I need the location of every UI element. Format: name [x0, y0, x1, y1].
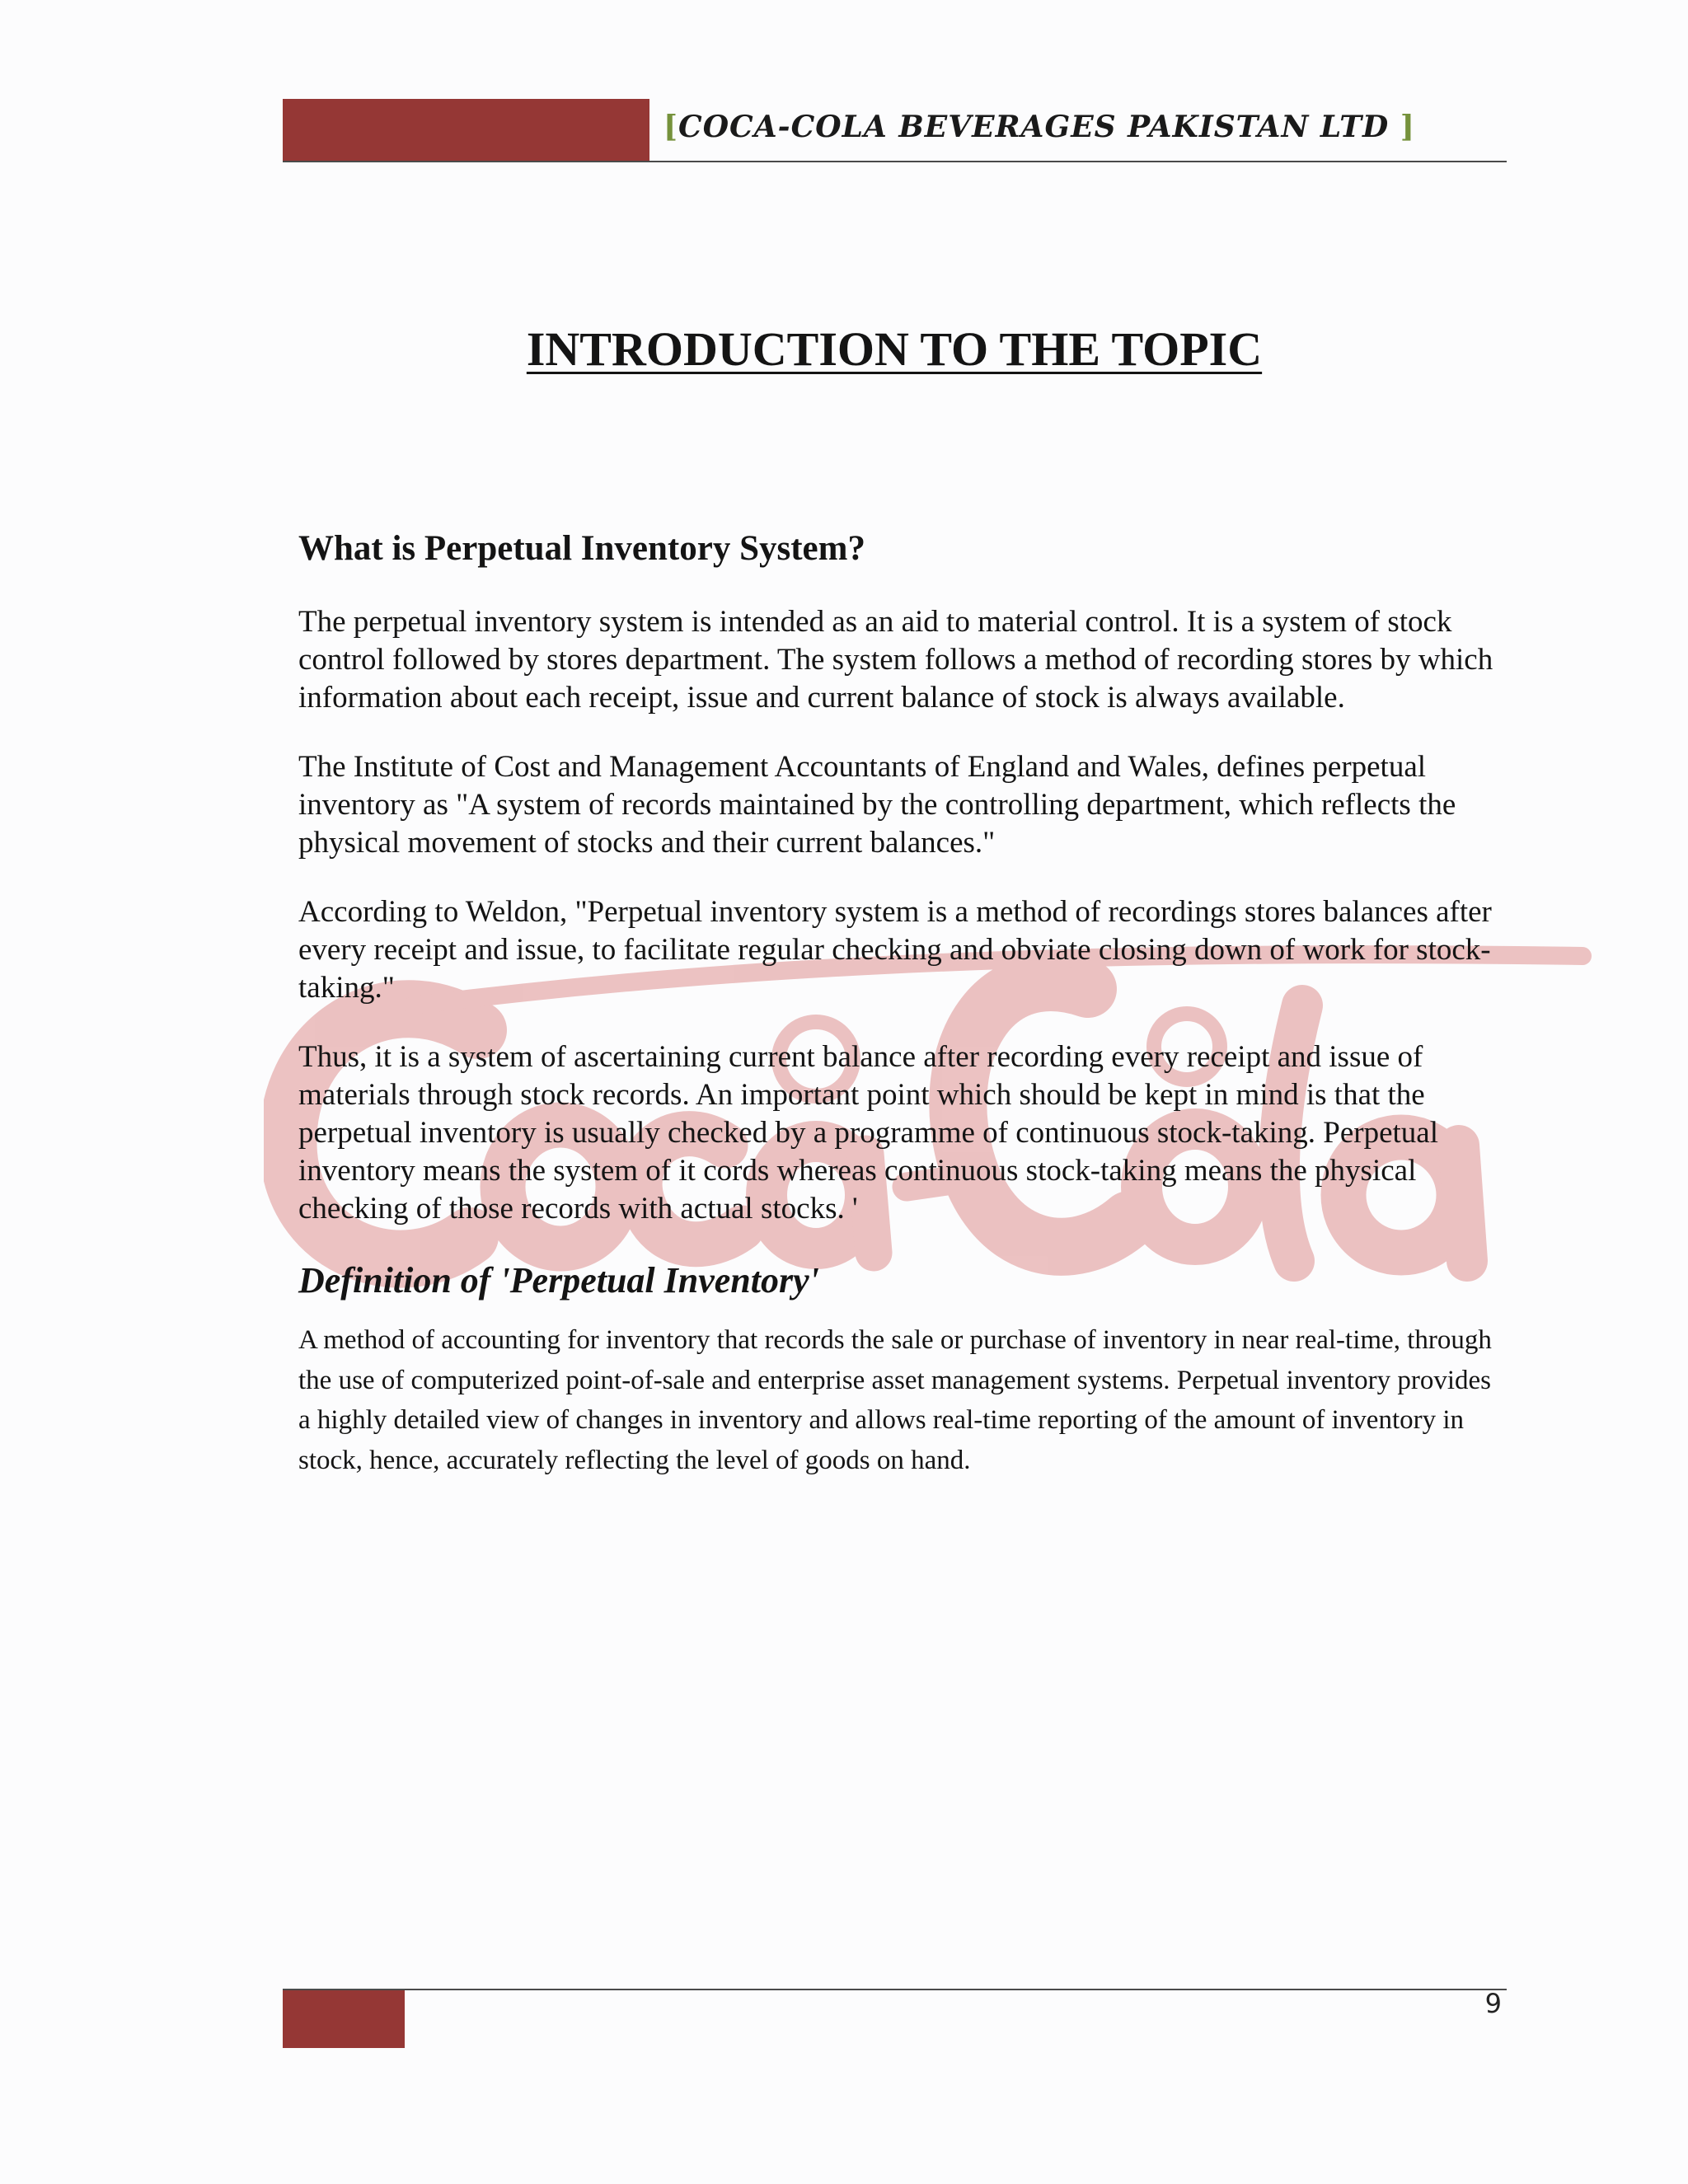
- document-body: [298, 527, 1502, 1480]
- page-number: 9: [1484, 1988, 1502, 2019]
- paragraph-icma-definition: The Institute of Cost and Management Accountants of England and Wales, defines perpetual inventory as "A system of records maintained by the controlling department, which reflects the physical movement of stocks and their current balances.": [298, 749, 1456, 860]
- header-bracket-close: ]: [1400, 110, 1415, 144]
- section-heading-perpetual-inventory-system: What is Perpetual Inventory System?: [298, 529, 865, 568]
- section-heading-definition: Definition of 'Perpetual Inventory': [298, 1259, 819, 1301]
- page-title: INTRODUCTION TO THE TOPIC: [526, 322, 1263, 376]
- header-bracket-open: [: [663, 110, 679, 144]
- paragraph-summary: Thus, it is a system of ascertaining current balance after recording every receipt and issue of materials through stock records. An important point which should be kept in mind is that the perpetual inventory is usually checked by a programme of continuous stock-taking. Perpetual inventory means the system of it cords whereas continuous stock-taking means the physical checking of those records with actual stocks. ': [298, 1039, 1439, 1226]
- footer-rule: [283, 1989, 1507, 1990]
- header-rule: [283, 161, 1507, 162]
- footer-accent-bar: [283, 1990, 405, 2048]
- header-accent-bar: [283, 99, 649, 162]
- paragraph-definition: A method of accounting for inventory that records the sale or purchase of inventory in near real-time, through the use of computerized point-of-sale and enterprise asset management systems. Perpetual inventory provides a highly detailed view of changes in inventory and allows real-time reporting of the amount of inventory in stock, hence, accurately reflecting the level of goods on hand.: [298, 1325, 1492, 1475]
- paragraph-intro: The perpetual inventory system is intended as an aid to material control. It is a system of stock control followed by stores department. The system follows a method of recording stores by which information about each receipt, issue and current balance of stock is always available.: [298, 604, 1493, 715]
- header-company-name: COCA-COLA BEVERAGES PAKISTAN LTD: [678, 110, 1390, 144]
- paragraph-weldon-quote: According to Weldon, "Perpetual inventory system is a method of recordings stores balances after every receipt and issue, to facilitate regular checking and obviate closing down of work for stock-taking.": [298, 894, 1492, 1005]
- header-company-title: [663, 110, 1415, 144]
